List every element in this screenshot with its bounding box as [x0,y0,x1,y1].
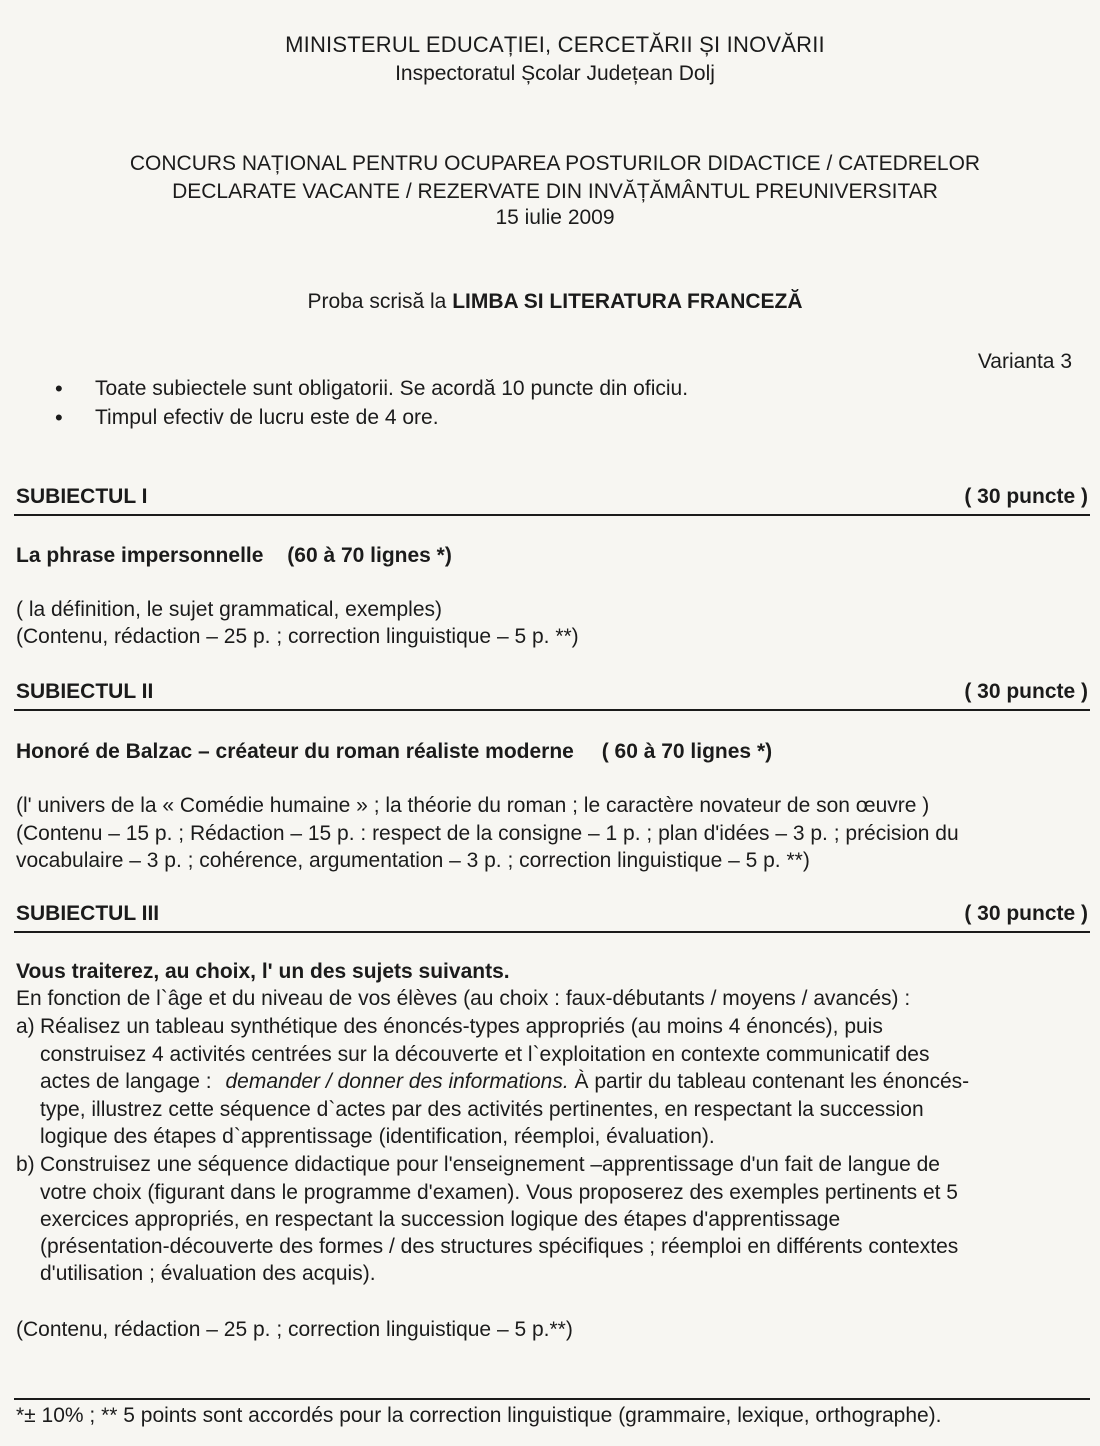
subject-3-intro: En fonction de l`âge et du niveau de vos élèves (au choix : faux-débutants / moyens / avancés) : [16,987,911,1010]
subject-3-grading: (Contenu, rédaction – 25 p. ; correction linguistique – 5 p.**) [16,1318,573,1341]
option-a-label: a) [16,1015,35,1038]
instruction-item: • Timpul efectiv de lucru este de 4 ore. [55,403,688,432]
option-a-line3-italic: demander / donner des informations. [225,1070,569,1093]
ministry-title: MINISTERUL EDUCAȚIEI, CERCETĂRII ȘI INOVĂRII [285,32,825,57]
subject-3-heading [16,902,1088,926]
option-a-line3-pre: actes de langage : [40,1070,212,1093]
subject-2-hint: (l' univers de la « Comédie humaine » ; la théorie du roman ; le caractère novateur de son œuvre ) [16,794,930,817]
subject-2-title: SUBIECTUL II [16,680,154,703]
subject-2-topic-text: Honoré de Balzac – créateur du roman réaliste moderne [16,740,574,763]
option-a-line3-post: À partir du tableau contenant les énoncés- [574,1070,970,1093]
divider [14,514,1090,516]
option-b-line: d'utilisation ; évaluation des acquis). [40,1262,376,1285]
footnote-divider [14,1398,1090,1400]
option-a-line: type, illustrez cette séquence d`actes par des activités pertinentes, en respectant la succession [40,1098,924,1121]
subject-2-grading-1: (Contenu – 15 p. ; Rédaction – 15 p. : respect de la consigne – 1 p. ; plan d'idées – 3 p. ; précision du [16,822,959,845]
subject-3-points: ( 30 puncte ) [964,902,1088,925]
exam-title [0,290,1100,314]
subject-2-heading [16,680,1088,704]
subject-2-topic [16,738,772,765]
divider [14,931,1090,933]
option-a-line: logique des étapes d`apprentissage (identification, réemploi, évaluation). [40,1125,715,1148]
contest-date: 15 iulie 2009 [495,206,615,229]
subject-1-topic-lines: (60 à 70 lignes *) [287,544,452,567]
subject-1-hint: ( la définition, le sujet grammatical, exemples) [16,598,443,621]
option-b-line: Construisez une séquence didactique pour l'enseignement –apprentissage d'un fait de langue de [40,1153,940,1176]
instructions-list [55,374,688,432]
contest-line-2: DECLARATE VACANTE / REZERVATE DIN INVĂȚĂMÂNTUL PREUNIVERSITAR [172,180,938,203]
option-b-line: votre choix (figurant dans le programme d'examen). Vous proposerez des exemples pertinents et 5 [40,1181,958,1204]
subject-2-topic-lines: ( 60 à 70 lignes *) [601,740,773,763]
option-b-label: b) [16,1153,35,1176]
subject-1-topic-text: La phrase impersonnelle [16,544,264,567]
exam-prefix: Proba scrisă la [307,290,447,313]
option-a-line: construisez 4 activités centrées sur la découverte et l`exploitation en contexte communicatif des [40,1043,930,1066]
subject-3-title: SUBIECTUL III [16,902,160,925]
footnote: *± 10% ; ** 5 points sont accordés pour la correction linguistique (grammaire, lexique, orthographe). [16,1404,942,1427]
subject-1-title: SUBIECTUL I [16,485,148,508]
subject-2-points: ( 30 puncte ) [964,680,1088,703]
variant-label: Varianta 3 [977,350,1072,373]
contest-line-1: CONCURS NAȚIONAL PENTRU OCUPAREA POSTURILOR DIDACTICE / CATEDRELOR [129,152,981,175]
subject-1-grading: (Contenu, rédaction – 25 p. ; correction linguistique – 5 p. **) [16,625,579,648]
subject-1-points: ( 30 puncte ) [964,485,1088,508]
instruction-item: • Toate subiectele sunt obligatorii. Se acordă 10 puncte din oficiu. [55,374,688,403]
option-a-line: Réalisez un tableau synthétique des énoncés-types appropriés (au moins 4 énoncés), puis [40,1015,883,1038]
option-b-line: (présentation-découverte des formes / des structures spécifiques ; réemploi en différents contextes [40,1235,959,1258]
option-b-line: exercices appropriés, en respectant la succession logique des étapes d'apprentissage [40,1208,841,1231]
subject-2-grading-2: vocabulaire – 3 p. ; cohérence, argumentation – 3 p. ; correction linguistique – 5 p. **) [16,849,810,872]
inspectorate-title: Inspectoratul Școlar Județean Dolj [395,62,715,85]
exam-subject: LIMBA SI LITERATURA FRANCEZĂ [452,290,803,313]
subject-1-heading [16,485,1088,509]
divider [14,709,1090,711]
subject-3-intro-bold: Vous traiterez, au choix, l' un des sujets suivants. [16,960,510,983]
subject-1-topic [16,542,452,569]
option-a-line [40,1068,969,1095]
